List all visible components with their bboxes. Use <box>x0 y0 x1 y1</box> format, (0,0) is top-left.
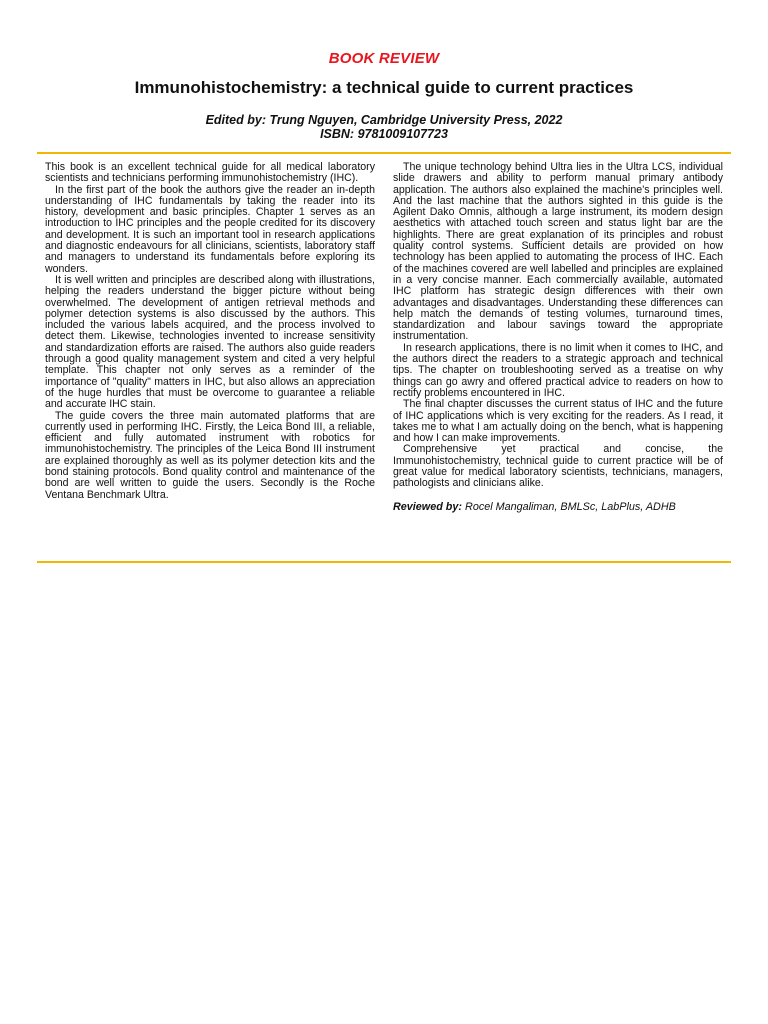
book-title: Immunohistochemistry: a technical guide to current practices <box>134 78 634 97</box>
section-label: BOOK REVIEW <box>328 50 440 67</box>
reviewer-credit <box>393 502 723 513</box>
paragraph: This book is an excellent technical guide for all medical laboratory scientists and technicians performing immunohistochemistry (IHC). <box>45 161 375 185</box>
article-column-left <box>45 162 375 501</box>
isbn: ISBN: 9781009107723 <box>320 127 448 141</box>
top-divider <box>37 152 731 154</box>
bottom-divider <box>37 561 731 563</box>
paragraph: In the first part of the book the authors give the reader an in-depth understanding of IHC fundamentals by taking the reader into its history, development and basic principles. Chapter 1 serves as an introduction to IHC principles and the people credited for its discovery and development. It is such an important tool in research applications and diagnostic endeavours for all clinicians, scientists, laboratory staff and managers to understand its fundamentals before exploring its wonders. <box>45 183 375 275</box>
article-column-right <box>393 162 723 513</box>
paragraph: Comprehensive yet practical and concise, the Immunohistochemistry, technical guide to current practice will be of great value for medical laboratory scientists, technicians, managers, pathologists and clinicians alike. <box>393 443 723 490</box>
paragraph: In research applications, there is no limit when it comes to IHC, and the authors direct the readers to a strategic approach and technical tips. The chapter on troubleshooting served as a treatise on why things can go awry and offered practical advice to readers on how to rectify problems encountered in IHC. <box>393 341 723 399</box>
paragraph: It is well written and principles are described along with illustrations, helping the readers understand the bigger picture without being overwhelmed. The development of antigen retrieval methods and polymer detection systems is also discussed by the authors. This included the various labels acquired, and the process involved to detect them. Likewise, technologies invented to increase sensitivity and standardization efforts are raised. The authors also guide readers through a good quality management system and cited a very helpful template. This chapter not only serves as a reminder of the importance of "quality" matters in IHC, but also allows an appreciation of the huge hurdles that must be overcome to guarantee a reliable and accurate IHC stain. <box>45 273 375 411</box>
paragraph: The final chapter discusses the current status of IHC and the future of IHC applications which is very exciting for the readers. As I read, it takes me to what I am actually doing on the bench, what is happening and how I can make improvements. <box>393 398 723 445</box>
reviewer-name: Rocel Mangaliman, BMLSc, LabPlus, ADHB <box>462 500 676 513</box>
paragraph: The unique technology behind Ultra lies in the Ultra LCS, individual slide drawers and ability to perform manual primary antibody application. The authors also explained the machine's principles well. And the last machine that the authors sighted in this guide is the Agilent Dako Omnis, although a large instrument, its modern design aesthetics with attached touch screen and status light bar are the highlights. There are great explanation of its principles and robust quality control systems. Sufficient details are provided on how technology has been applied to automating the process of IHC. Each of the machines covered are well labelled and principles are explained in a very concise manner. Each commercially available, automated IHC platform has strategic design differences with their own advantages and disadvantages. Understanding these differences can help match the demands of testing volumes, turnaround times, standardization and labour savings toward the appropriate instrumentation. <box>393 161 723 343</box>
book-meta <box>0 113 768 141</box>
reviewed-by-label: Reviewed by: <box>393 500 463 513</box>
edited-by: Edited by: Trung Nguyen, Cambridge University Press, 2022 <box>205 113 563 127</box>
paragraph: The guide covers the three main automated platforms that are currently used in performing IHC. Firstly, the Leica Bond III, a reliable, efficient and fully automated instrument with robotics for immunohistochemistry. The principles of the Leica Bond III instrument are explained thoroughly as well as its polymer detection kits and the bond staining protocols. Bond quality control and maintenance of the bond are well written to guide the users. Secondly is the Roche Ventana Benchmark Ultra. <box>45 409 375 501</box>
